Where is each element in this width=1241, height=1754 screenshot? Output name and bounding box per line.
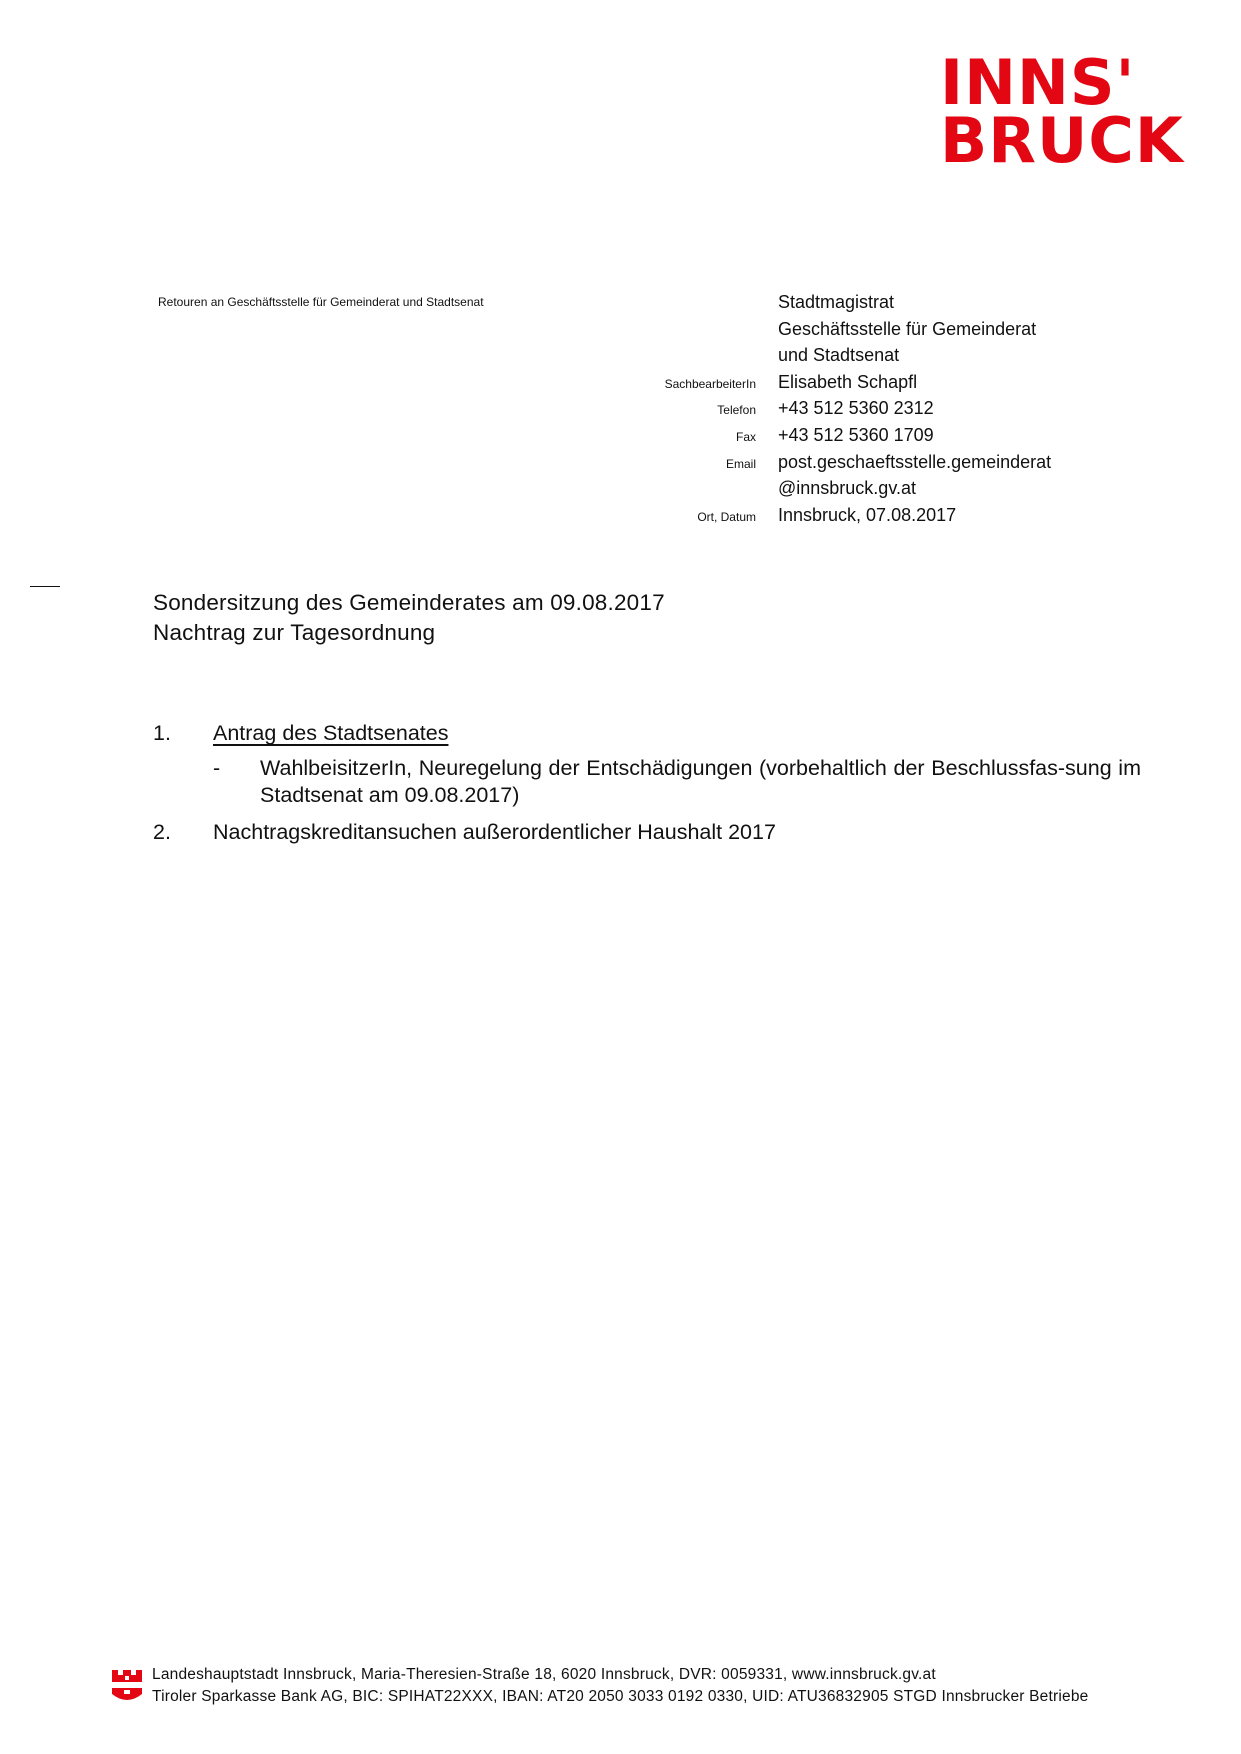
org-line — [600, 345, 1140, 372]
logo-line-2: BRUCK — [940, 104, 1184, 177]
agenda-sub-item — [213, 755, 1141, 809]
footer — [110, 1664, 1088, 1708]
fold-mark — [30, 586, 60, 587]
sub-item-text: WahlbeisitzerIn, Neuregelung der Entschädigungen (vorbehaltlich der Beschlussfas-sung im Stadtsenat am 09.08.2017) — [260, 756, 1141, 807]
subject — [153, 588, 665, 648]
subject-line-2: Nachtrag zur Tagesordnung — [153, 620, 436, 645]
email-value-line-2: @innsbruck.gv.at — [778, 478, 916, 499]
org-line — [600, 319, 1140, 346]
org-line-2: Geschäftsstelle für Gemeinderat — [778, 318, 1037, 339]
contact-field-place-date — [600, 505, 1140, 532]
contact-field-email-cont — [600, 478, 1140, 505]
org-line — [600, 292, 1140, 319]
agenda-item — [153, 720, 1143, 809]
email-label: Email — [725, 456, 756, 471]
return-address: Retouren an Geschäftsstelle für Gemeinderat und Stadtsenat — [158, 295, 484, 309]
footer-text — [152, 1664, 1088, 1708]
agenda-list — [153, 720, 1143, 856]
contact-field-phone — [600, 398, 1140, 425]
clerk-label: SachbearbeiterIn — [664, 376, 756, 391]
phone-value: +43 512 5360 2312 — [778, 398, 934, 419]
place-date-label: Ort, Datum — [697, 509, 756, 524]
place-date-value: Innsbruck, 07.08.2017 — [778, 504, 957, 525]
org-line-3: und Stadtsenat — [778, 345, 900, 366]
footer-line-2: Tiroler Sparkasse Bank AG, BIC: SPIHAT22XXX, IBAN: AT20 2050 3033 0192 0330, UID: ATU36832905 STGD Innsbrucker Betriebe — [152, 1688, 1089, 1705]
innsbruck-logo — [940, 46, 1190, 177]
footer-line-1: Landeshauptstadt Innsbruck, Maria-Theresien-Straße 18, 6020 Innsbruck, DVR: 0059331, www.innsbruck.gv.at — [152, 1666, 936, 1683]
subject-line-1: Sondersitzung des Gemeinderates am 09.08.2017 — [153, 590, 665, 615]
sub-item-bullet: - — [213, 756, 221, 780]
contact-field-clerk — [600, 372, 1140, 399]
clerk-value: Elisabeth Schapfl — [778, 371, 918, 392]
agenda-item-number: 1. — [153, 721, 171, 745]
contact-field-email — [600, 452, 1140, 479]
agenda-item — [153, 819, 1143, 846]
org-line-1: Stadtmagistrat — [778, 292, 895, 312]
agenda-item-title: Nachtragskreditansuchen außerordentlicher Haushalt 2017 — [213, 820, 776, 844]
contact-block — [600, 292, 1140, 531]
logo-line-1: INNS' — [940, 46, 1136, 119]
contact-field-fax — [600, 425, 1140, 452]
fax-value: +43 512 5360 1709 — [778, 424, 934, 445]
agenda-item-title: Antrag des Stadtsenates — [213, 721, 449, 745]
email-value-line-1: post.geschaeftsstelle.gemeinderat — [778, 451, 1052, 472]
innsbruck-coat-of-arms-icon — [110, 1666, 144, 1706]
phone-label: Telefon — [717, 403, 756, 418]
fax-label: Fax — [735, 429, 756, 444]
agenda-item-number: 2. — [153, 820, 171, 844]
